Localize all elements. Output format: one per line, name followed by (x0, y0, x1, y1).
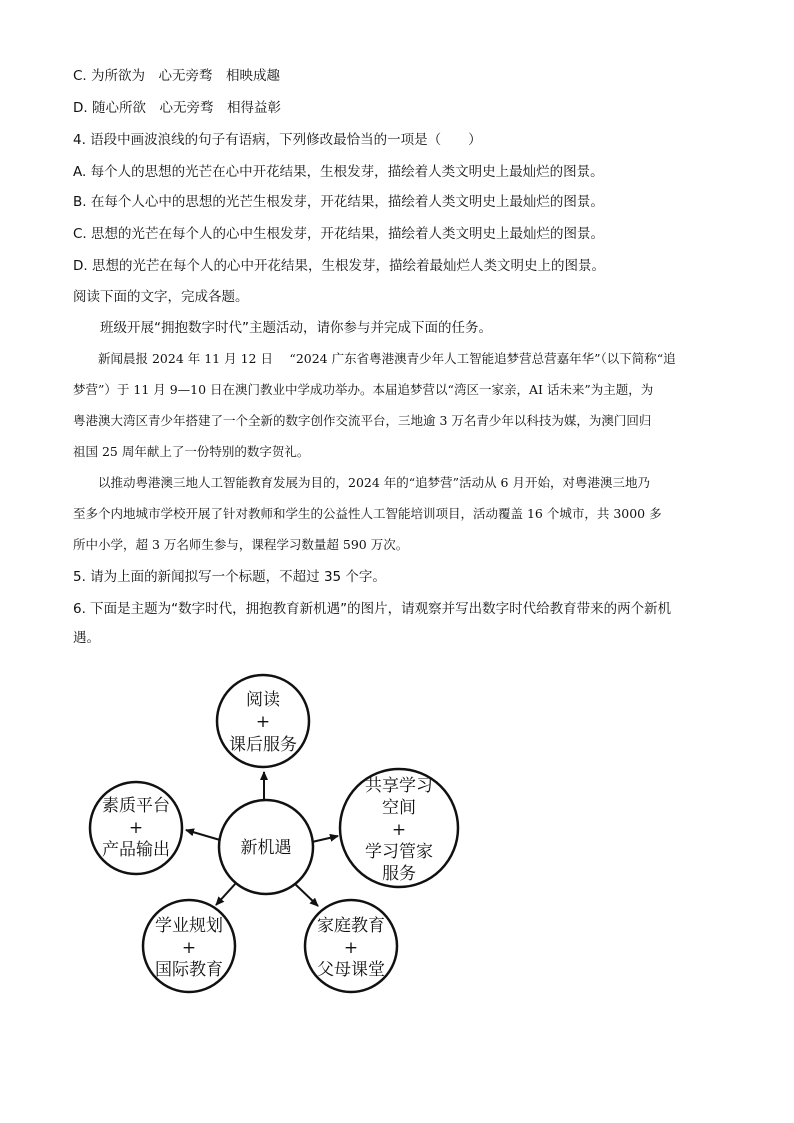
option-c-q3: C. 为所欲为 心无旁骛 相映成趣 (73, 68, 281, 84)
arrow-to-right (312, 836, 338, 842)
reading-intro: 阅读下面的文字，完成各题。 (73, 289, 249, 305)
center-label: 新机遇 (240, 838, 292, 858)
bottom-left-label-2: + (181, 938, 197, 958)
bottom-right-label-1: 家庭教育 (317, 916, 385, 936)
right-label-3: + (391, 820, 407, 840)
top-label-3: 课后服务 (229, 735, 297, 755)
right-label-2: 空间 (382, 798, 416, 818)
option-a-q4: A. 每个人的思想的光芒在心中开花结果，生根发芽，描绘着人类文明史上最灿烂的图景。 (73, 164, 604, 180)
news-p2-line1: 以推动粤港澳三地人工智能教育发展为目的，2024 年的“追梦营”活动从 6 月开始，对粤港澳三地乃 (98, 475, 650, 490)
arrow-to-left (186, 830, 220, 840)
news-p1-line1: 新闻晨报 2024 年 11 月 12 日 “2024 广东省粤港澳青少年人工智能追梦营总营嘉年华”（以下简称“追 (98, 351, 676, 366)
option-c-q4: C. 思想的光芒在每个人的心中生根发芽，开花结果，描绘着人类文明史上最灿烂的图景。 (73, 226, 605, 242)
question-6-line1: 6. 下面是主题为“数字时代，拥抱教育新机遇”的图片，请观察并写出数字时代给教育带来的两个新机 (73, 601, 672, 617)
right-label-4: 学习管家 (365, 842, 433, 862)
bottom-left-label-3: 国际教育 (155, 960, 223, 980)
top-label-1: 阅读 (246, 690, 280, 710)
news-p2-line2: 至多个内地城市学校开展了针对教师和学生的公益性人工智能培训项目，活动覆盖 16 个城市，共 3000 多 (73, 506, 662, 521)
bottom-right-label-3: 父母课堂 (317, 960, 385, 980)
option-b-q4: B. 在每个人心中的思想的光芒生根发芽，开花结果，描绘着人类文明史上最灿烂的图景。 (73, 194, 604, 210)
left-label-3: 产品输出 (102, 840, 170, 860)
reading-task: 班级开展“拥抱数字时代”主题活动，请你参与并完成下面的任务。 (100, 320, 492, 336)
question-6-line2: 遇。 (73, 630, 100, 646)
news-p1-line2: 梦营”）于 11 月 9—10 日在澳门教业中学成功举办。本届追梦营以“湾区一家亲，AI 话未来”为主题，为 (73, 382, 654, 397)
arrow-to-bottom-left (216, 883, 236, 905)
right-label-1: 共享学习 (365, 776, 433, 796)
question-5: 5. 请为上面的新闻拟写一个标题，不超过 35 个字。 (73, 569, 386, 585)
left-label-2: + (128, 818, 144, 838)
question-4-stem: 4. 语段中画波浪线的句子有语病，下列修改最恰当的一项是（ ） (73, 132, 482, 148)
bottom-right-label-2: + (343, 938, 359, 958)
option-d-q4: D. 思想的光芒在每个人的心中开花结果，生根发芽，描绘着最灿烂人类文明史上的图景。 (73, 258, 605, 274)
news-p2-line3: 所中小学，超 3 万名师生参与，课程学习数量超 590 万次。 (73, 537, 409, 552)
news-p1-line3: 粤港澳大湾区青少年搭建了一个全新的数字创作交流平台，三地逾 3 万名青少年以科技为媒，为澳门回归 (73, 413, 652, 428)
left-label-1: 素质平台 (102, 796, 170, 816)
news-p1-line4: 祖国 25 周年献上了一份特别的数字贺礼。 (73, 444, 310, 459)
bottom-left-label-1: 学业规划 (155, 916, 223, 936)
arrow-to-bottom-right (295, 884, 318, 906)
top-label-2: + (255, 712, 271, 732)
option-d-q3: D. 随心所欲 心无旁骛 相得益彰 (73, 100, 281, 116)
right-label-5: 服务 (382, 864, 416, 884)
